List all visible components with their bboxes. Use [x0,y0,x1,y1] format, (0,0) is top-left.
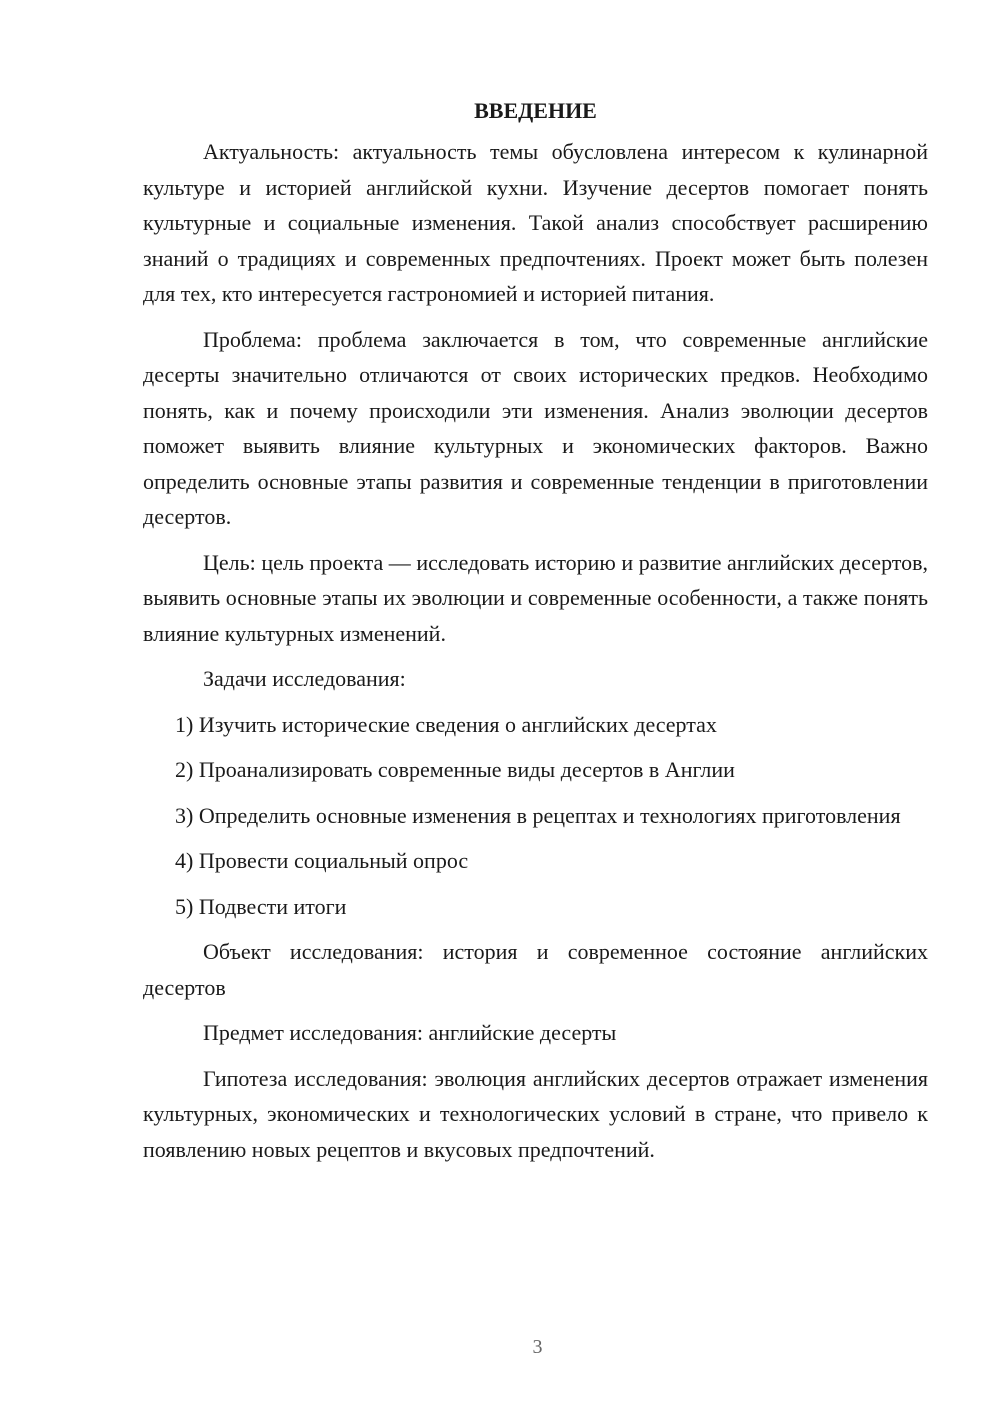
object-paragraph: Объект исследования: история и современное состояние английских десертов [143,939,928,1000]
problem-paragraph: Проблема: проблема заключается в том, что современные английские десерты значительно отличаются от своих исторических предков. Необходимо понять, как и почему происходили эти изменения. Анализ эволюции десертов поможет выявить влияние культурных и экономических факторов. Важно определить основные этапы развития и современные тенденции в приготовлении десертов. [143,326,928,529]
task-item-2: 2) Проанализировать современные виды десертов в Англии [175,757,735,782]
tasks-heading: Задачи исследования: [203,666,406,691]
page-number: 3 [532,1336,543,1358]
task-item-4: 4) Провести социальный опрос [175,848,469,873]
section-title: ВВЕДЕНИЕ [474,98,597,123]
relevance-paragraph: Актуальность: актуальность темы обусловлена интересом к кулинарной культуре и историей английской кухни. Изучение десертов помогает понять культурные и социальные изменения. Такой анализ способствует расширению знаний о традициях и современных предпочтениях. Проект может быть полезен для тех, кто интересуется гастрономией и историей питания. [143,139,928,306]
task-item-1: 1) Изучить исторические сведения о английских десертах [175,711,717,737]
hypothesis-paragraph: Гипотеза исследования: эволюция английских десертов отражает изменения культурных, экономических и технологических условий в стране, что привело к появлению новых рецептов и вкусовых предпочтений. [143,1065,928,1162]
goal-paragraph: Цель: цель проекта — исследовать историю и развитие английских десертов, выявить основные этапы их эволюции и современные особенности, а также понять влияние культурных изменений. [143,549,928,646]
task-item-3: 3) Определить основные изменения в рецептах и технологиях приготовления [175,802,901,828]
document-page [143,90,928,1177]
task-item-5: 5) Подвести итоги [175,893,347,919]
subject-paragraph: Предмет исследования: английские десерты [203,1020,617,1045]
